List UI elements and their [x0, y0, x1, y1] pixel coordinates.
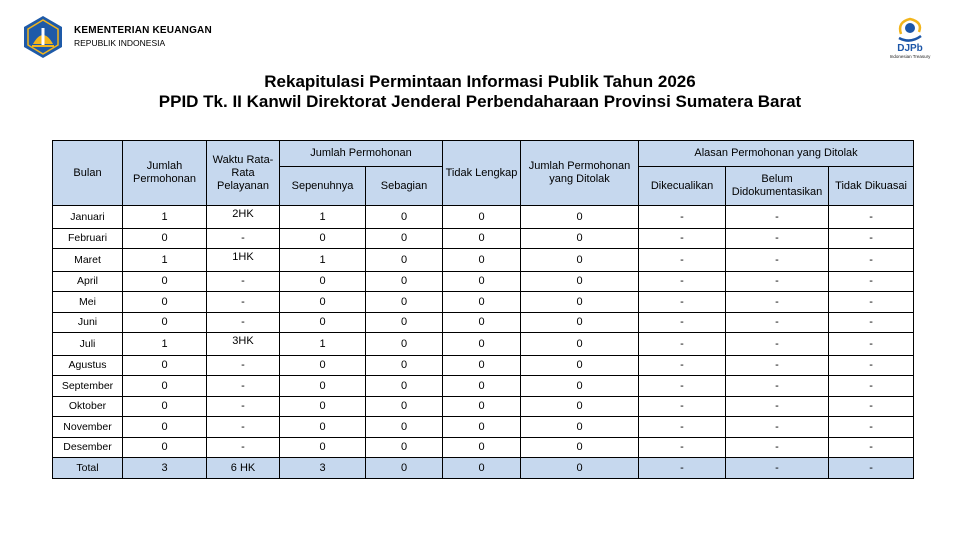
cell-sebagian: 0	[366, 312, 443, 333]
cell-dikecualikan: -	[639, 228, 726, 249]
cell-belum: -	[726, 417, 829, 438]
cell-sepenuhnya: 1	[280, 333, 366, 356]
header-tidak-dikuasai: Tidak Dikuasai	[829, 167, 914, 206]
cell-waktu: 6 HK	[207, 458, 280, 479]
cell-waktu: -	[207, 376, 280, 397]
cell-month: Juni	[53, 312, 123, 333]
cell-jumlah: 0	[123, 396, 207, 417]
cell-ditolak: 0	[521, 312, 639, 333]
cell-dikecualikan: -	[639, 249, 726, 272]
report-title-line1: Rekapitulasi Permintaan Informasi Publik Tahun 2026	[264, 72, 696, 91]
cell-dikecualikan: -	[639, 206, 726, 229]
cell-waktu: -	[207, 417, 280, 438]
cell-dikecualikan: -	[639, 376, 726, 397]
total-row	[53, 458, 914, 479]
cell-jumlah: 0	[123, 292, 207, 313]
table-row	[53, 417, 914, 438]
cell-month: Juli	[53, 333, 123, 356]
ministry-logo	[20, 14, 212, 60]
cell-tidak-dikuasai: -	[829, 312, 914, 333]
cell-dikecualikan: -	[639, 355, 726, 376]
cell-month: November	[53, 417, 123, 438]
cell-tidak-lengkap: 0	[443, 437, 521, 458]
cell-waktu: 3HK	[207, 333, 280, 356]
cell-ditolak: 0	[521, 437, 639, 458]
cell-belum: -	[726, 333, 829, 356]
cell-waktu: -	[207, 355, 280, 376]
cell-month: September	[53, 376, 123, 397]
ministry-name: KEMENTERIAN KEUANGAN	[74, 25, 212, 37]
cell-sebagian: 0	[366, 292, 443, 313]
cell-tidak-dikuasai: -	[829, 355, 914, 376]
cell-jumlah: 0	[123, 355, 207, 376]
cell-tidak-dikuasai: -	[829, 249, 914, 272]
report-title	[0, 72, 960, 112]
cell-belum: -	[726, 396, 829, 417]
cell-tidak-lengkap: 0	[443, 228, 521, 249]
header-tidak-lengkap: Tidak Lengkap	[443, 141, 521, 206]
header-dikecualikan: Dikecualikan	[639, 167, 726, 206]
cell-sepenuhnya: 0	[280, 228, 366, 249]
header-jumlah-permohonan: Jumlah Permohonan	[123, 141, 207, 206]
header-alasan-ditolak-group: Alasan Permohonan yang Ditolak	[639, 141, 914, 167]
cell-ditolak: 0	[521, 396, 639, 417]
cell-jumlah: 0	[123, 437, 207, 458]
cell-belum: -	[726, 271, 829, 292]
cell-tidak-lengkap: 0	[443, 355, 521, 376]
djpb-wordmark: DJPb	[897, 43, 923, 54]
djpb-emblem-icon	[893, 14, 927, 44]
cell-sepenuhnya: 0	[280, 271, 366, 292]
cell-jumlah: 1	[123, 333, 207, 356]
cell-sepenuhnya: 0	[280, 355, 366, 376]
header-bulan: Bulan	[53, 141, 123, 206]
cell-waktu: -	[207, 396, 280, 417]
cell-ditolak: 0	[521, 292, 639, 313]
cell-belum: -	[726, 292, 829, 313]
table-row	[53, 437, 914, 458]
header-sebagian: Sebagian	[366, 167, 443, 206]
table-row	[53, 228, 914, 249]
cell-dikecualikan: -	[639, 458, 726, 479]
header-jumlah-permohonan-group: Jumlah Permohonan	[280, 141, 443, 167]
cell-tidak-lengkap: 0	[443, 417, 521, 438]
cell-ditolak: 0	[521, 228, 639, 249]
cell-dikecualikan: -	[639, 333, 726, 356]
cell-belum: -	[726, 206, 829, 229]
cell-sepenuhnya: 0	[280, 396, 366, 417]
cell-belum: -	[726, 355, 829, 376]
cell-jumlah: 0	[123, 312, 207, 333]
table-row	[53, 396, 914, 417]
cell-belum: -	[726, 458, 829, 479]
cell-tidak-lengkap: 0	[443, 249, 521, 272]
cell-sepenuhnya: 0	[280, 417, 366, 438]
header-sepenuhnya: Sepenuhnya	[280, 167, 366, 206]
cell-ditolak: 0	[521, 206, 639, 229]
table-row	[53, 312, 914, 333]
cell-ditolak: 0	[521, 417, 639, 438]
djpb-subtitle: Indonesian Treasury	[889, 54, 931, 59]
cell-tidak-lengkap: 0	[443, 396, 521, 417]
table-body	[53, 206, 914, 479]
cell-sebagian: 0	[366, 249, 443, 272]
cell-tidak-lengkap: 0	[443, 271, 521, 292]
cell-month: Agustus	[53, 355, 123, 376]
cell-ditolak: 0	[521, 355, 639, 376]
table-row	[53, 333, 914, 356]
cell-month: Oktober	[53, 396, 123, 417]
report-title-line2: PPID Tk. II Kanwil Direktorat Jenderal Perbendaharaan Provinsi Sumatera Barat	[158, 92, 802, 111]
djpb-logo	[886, 14, 934, 59]
recap-table	[52, 140, 914, 479]
table-row	[53, 271, 914, 292]
cell-tidak-lengkap: 0	[443, 292, 521, 313]
header-waktu-pelayanan: Waktu Rata-Rata Pelayanan	[207, 141, 280, 206]
ministry-country: REPUBLIK INDONESIA	[74, 37, 166, 48]
cell-waktu: -	[207, 292, 280, 313]
cell-ditolak: 0	[521, 249, 639, 272]
ministry-emblem-icon	[20, 14, 66, 60]
cell-jumlah: 0	[123, 417, 207, 438]
cell-waktu: 1HK	[207, 249, 280, 272]
cell-tidak-lengkap: 0	[443, 206, 521, 229]
table-row	[53, 376, 914, 397]
header-ditolak: Jumlah Permohonan yang Ditolak	[521, 141, 639, 206]
table-row	[53, 206, 914, 229]
cell-dikecualikan: -	[639, 312, 726, 333]
cell-tidak-dikuasai: -	[829, 271, 914, 292]
cell-belum: -	[726, 376, 829, 397]
cell-month: Desember	[53, 437, 123, 458]
cell-sebagian: 0	[366, 437, 443, 458]
cell-dikecualikan: -	[639, 417, 726, 438]
cell-month: Total	[53, 458, 123, 479]
cell-sepenuhnya: 1	[280, 206, 366, 229]
cell-sebagian: 0	[366, 333, 443, 356]
cell-month: Mei	[53, 292, 123, 313]
cell-tidak-dikuasai: -	[829, 458, 914, 479]
cell-waktu: -	[207, 312, 280, 333]
cell-month: Februari	[53, 228, 123, 249]
table-row	[53, 292, 914, 313]
cell-ditolak: 0	[521, 271, 639, 292]
cell-tidak-dikuasai: -	[829, 206, 914, 229]
cell-dikecualikan: -	[639, 396, 726, 417]
cell-tidak-lengkap: 0	[443, 333, 521, 356]
cell-sepenuhnya: 0	[280, 292, 366, 313]
cell-belum: -	[726, 249, 829, 272]
cell-dikecualikan: -	[639, 292, 726, 313]
cell-belum: -	[726, 228, 829, 249]
cell-tidak-dikuasai: -	[829, 396, 914, 417]
cell-sebagian: 0	[366, 355, 443, 376]
cell-tidak-dikuasai: -	[829, 376, 914, 397]
cell-tidak-lengkap: 0	[443, 312, 521, 333]
cell-jumlah: 0	[123, 271, 207, 292]
cell-ditolak: 0	[521, 458, 639, 479]
cell-waktu: -	[207, 228, 280, 249]
cell-sebagian: 0	[366, 376, 443, 397]
cell-month: Januari	[53, 206, 123, 229]
cell-jumlah: 0	[123, 376, 207, 397]
cell-sepenuhnya: 3	[280, 458, 366, 479]
cell-sebagian: 0	[366, 417, 443, 438]
cell-sebagian: 0	[366, 228, 443, 249]
cell-sebagian: 0	[366, 458, 443, 479]
cell-sebagian: 0	[366, 206, 443, 229]
header-belum-didokumentasikan: Belum Didokumentasikan	[726, 167, 829, 206]
cell-belum: -	[726, 312, 829, 333]
cell-month: Maret	[53, 249, 123, 272]
cell-sepenuhnya: 1	[280, 249, 366, 272]
cell-waktu: 2HK	[207, 206, 280, 229]
cell-sebagian: 0	[366, 396, 443, 417]
cell-dikecualikan: -	[639, 271, 726, 292]
cell-sebagian: 0	[366, 271, 443, 292]
cell-jumlah: 1	[123, 249, 207, 272]
cell-belum: -	[726, 437, 829, 458]
cell-sepenuhnya: 0	[280, 312, 366, 333]
cell-dikecualikan: -	[639, 437, 726, 458]
table-row	[53, 355, 914, 376]
cell-tidak-lengkap: 0	[443, 376, 521, 397]
cell-jumlah: 3	[123, 458, 207, 479]
cell-waktu: -	[207, 437, 280, 458]
cell-tidak-dikuasai: -	[829, 417, 914, 438]
cell-ditolak: 0	[521, 376, 639, 397]
table-row	[53, 249, 914, 272]
cell-tidak-lengkap: 0	[443, 458, 521, 479]
cell-sepenuhnya: 0	[280, 376, 366, 397]
cell-jumlah: 0	[123, 228, 207, 249]
cell-ditolak: 0	[521, 333, 639, 356]
cell-waktu: -	[207, 271, 280, 292]
cell-month: April	[53, 271, 123, 292]
cell-jumlah: 1	[123, 206, 207, 229]
cell-tidak-dikuasai: -	[829, 292, 914, 313]
cell-tidak-dikuasai: -	[829, 228, 914, 249]
cell-sepenuhnya: 0	[280, 437, 366, 458]
cell-tidak-dikuasai: -	[829, 437, 914, 458]
cell-tidak-dikuasai: -	[829, 333, 914, 356]
